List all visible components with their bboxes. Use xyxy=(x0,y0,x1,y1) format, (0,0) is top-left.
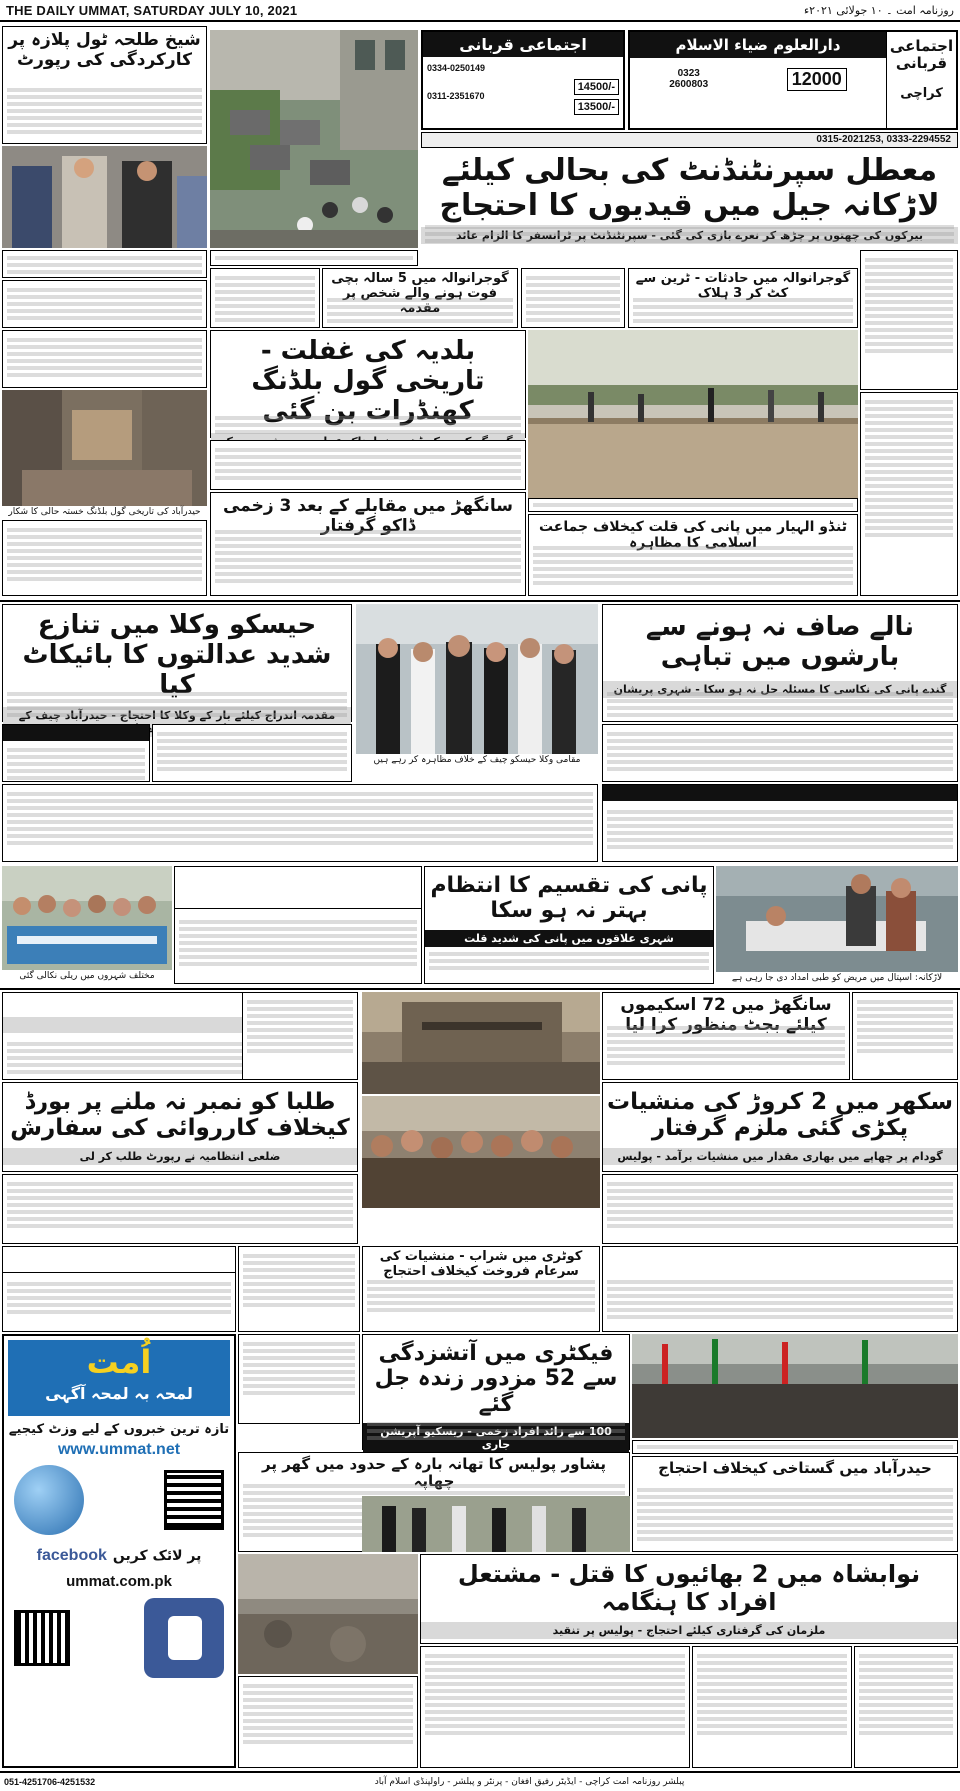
mid-ad-price1: 14500/- xyxy=(574,79,619,95)
ad-phone-strip xyxy=(421,132,958,148)
masthead-date: روزنامہ امت ۔ ۱۰ جولائی ۲۰۲۱ء xyxy=(803,3,954,17)
peshawar-headline: پشاور پولیس کا تھانہ بارہ کے حدود میں گھر پر چھاپہ xyxy=(262,1455,606,1491)
center-brief xyxy=(521,268,625,328)
street-photo xyxy=(210,30,418,248)
row6-right xyxy=(602,1174,958,1244)
masthead xyxy=(0,0,960,22)
masthead-title: THE DAILY UMMAT, SATURDAY JULY 10, 2021 xyxy=(6,2,298,18)
right-ad-price: 12000 xyxy=(787,68,847,91)
row6-left xyxy=(2,1174,358,1244)
tando-story xyxy=(528,514,858,596)
waste-headline xyxy=(175,867,421,909)
qr-code-icon xyxy=(164,1470,224,1530)
factory-story xyxy=(362,1334,630,1450)
scandal-sub: گودام پر چھاپے میں بھاری مقدار میں منشیات برآمد - پولیس xyxy=(603,1148,957,1165)
gol-building-body xyxy=(210,440,526,490)
lead-story xyxy=(421,150,958,250)
canal-story xyxy=(2,1246,236,1332)
row5-divider xyxy=(0,988,960,990)
water-story xyxy=(424,866,714,984)
mid-ad-price2: 13500/- xyxy=(574,99,619,115)
left-brief-3 xyxy=(2,724,150,782)
left-brief xyxy=(2,280,207,328)
footer-imprint: پبلشر روزنامہ امت کراچی - ایڈیٹر رفیق افغان - پرنٹر و پبلشر - راولپنڈی اسلام آباد xyxy=(374,1777,685,1787)
hospital-kicker xyxy=(603,785,957,801)
hyderabad-protest-headline: حیدرآباد میں گستاخی کیخلاف احتجاج xyxy=(658,1459,932,1477)
tando-headline: ٹنڈو الہیار میں پانی کی قلت کیخلاف جماعت اسلامی کا مظاہرہ xyxy=(538,519,848,552)
promo-site[interactable]: ummat.com.pk xyxy=(66,1573,172,1590)
brief-row3b xyxy=(2,784,598,862)
promo-tagline: لمحہ بہ لمحہ آگہی xyxy=(45,1384,193,1403)
footer xyxy=(0,1771,960,1791)
religious-story xyxy=(2,330,207,388)
sukkur-brief xyxy=(210,268,320,328)
right-column-story xyxy=(860,250,958,390)
canal-headline xyxy=(3,1247,235,1273)
sukkur-budget-story xyxy=(602,992,850,1080)
gujranwala-story xyxy=(322,268,518,328)
left-brief-3-kicker xyxy=(3,725,149,741)
mid-ad-phone2: 0311-2351670 xyxy=(427,91,485,102)
sanghar-headline: سانگھڑ میں مقابلے کے بعد 3 زخمی ڈاکو گرفتار xyxy=(222,496,513,536)
promo-url[interactable]: www.ummat.net xyxy=(57,1441,181,1458)
hospital-story xyxy=(602,784,958,862)
mid-ad-heading: اجتماعی قربانی xyxy=(423,32,623,57)
waste-story xyxy=(174,866,422,984)
students-story xyxy=(2,1082,358,1172)
hospital-photo xyxy=(716,866,958,972)
drains-sub: گندے پانی کی نکاسی کا مسئلہ حل نہ ہو سکا - شہری پریشان xyxy=(603,681,957,698)
qurbani-ad-center[interactable] xyxy=(421,30,625,130)
footer-phone: 051-4251706-4251532 xyxy=(4,1777,96,1787)
lead-subheadline: بیرکوں کی چھتوں پر چڑھ کر نعرے بازی کی گئی - سپرنٹنڈنٹ پر ٹرانسفر کا الزام عائد xyxy=(421,227,958,244)
right-ad-heading: اجتماعی قربانی xyxy=(889,37,954,73)
globe-icon xyxy=(14,1465,84,1535)
promo-visit: تازہ ترین خبروں کے لیے وزٹ کیجیے xyxy=(8,1422,230,1437)
scandal-headline: سکھر میں 2 کروڑ کی منشیات پکڑی گئی ملزم گرفتار xyxy=(607,1089,953,1142)
ad-phone-line: 0315-2021253, 0333-2294552 xyxy=(816,134,951,145)
row3-divider xyxy=(0,600,960,602)
nowshera-story xyxy=(602,1246,958,1332)
water-headline: پانی کی تقسیم کا انتظام بہتر نہ ہو سکا xyxy=(430,873,708,924)
rally-photo xyxy=(2,866,172,970)
thumbs-up-icon xyxy=(144,1598,224,1678)
bottom-brief-3 xyxy=(854,1646,958,1768)
bottom-brief-2 xyxy=(692,1646,852,1768)
accident-story xyxy=(628,268,858,328)
promo-brand-block xyxy=(8,1340,230,1416)
center-brief-3 xyxy=(152,724,352,782)
wall-caption-box xyxy=(528,498,858,512)
hyderabad-protest-story xyxy=(632,1456,958,1552)
quetta-story xyxy=(238,1246,360,1332)
gujranwala-headline: گوجرانوالہ میں 5 سالہ بچی فوت ہونے والے شخص پر مقدمہ xyxy=(331,271,509,316)
nowshera-headline xyxy=(603,1247,957,1273)
factory-sub: 100 سے زائد افراد زخمی - ریسکیو آپریشن جاری xyxy=(363,1423,629,1453)
bottom-brief-1 xyxy=(420,1646,690,1768)
crowd-photo xyxy=(362,1096,600,1208)
officials-caption-box xyxy=(2,250,207,278)
protest-photo xyxy=(632,1334,958,1438)
ummat-promo[interactable] xyxy=(2,1334,236,1768)
right-ad-phone1: 0323 xyxy=(677,68,700,79)
nawabshah-sub: ملزمان کی گرفتاری کیلئے احتجاج - پولیس پر تنقید xyxy=(421,1622,957,1639)
right-brief-3 xyxy=(602,724,958,782)
rooftop-photo xyxy=(362,992,600,1094)
karachi-brief xyxy=(238,1334,360,1424)
bottom-brief-4 xyxy=(238,1676,418,1768)
students-headline: طلبا کو نمبر نہ ملنے پر بورڈ کیخلاف کارروائی کی سفارش xyxy=(10,1089,350,1142)
drains-story xyxy=(602,604,958,722)
nawabshah-headline: نوابشاہ میں 2 بھائیوں کا قتل - مشتعل افراد کا ہنگامہ xyxy=(457,1560,921,1616)
lead-headline: معطل سپرنٹنڈنٹ کی بحالی کیلئے لاڑکانہ جیل میں قیدیوں کا احتجاج xyxy=(439,153,940,223)
qurbani-ad-right[interactable] xyxy=(628,30,958,130)
scandal-story xyxy=(602,1082,958,1172)
drains-headline: نالے صاف نہ ہونے سے بارشوں میں تباہی xyxy=(645,612,915,672)
accident-headline: گوجرانوالہ میں حادثات - ٹرین سے کٹ کر 3 ہلاک xyxy=(635,271,851,301)
promo-fb-label[interactable]: facebook xyxy=(36,1547,107,1564)
small-brief-5 xyxy=(242,992,358,1080)
top-left-headline: شیخ طلحہ ٹول پلازہ پر کارکردگی کی رپورٹ xyxy=(8,30,201,70)
kotri-headline: کوٹری میں شراب - منشیات کی سرعام فروخت کیخلاف احتجاج xyxy=(379,1249,583,1279)
kotri-story xyxy=(362,1246,600,1332)
rally-caption: مختلف شہروں میں ریلی نکالی گئی xyxy=(19,971,155,981)
qr-code-icon-2 xyxy=(14,1610,70,1666)
officials-photo xyxy=(2,146,207,248)
students-sub: ضلعی انتظامیہ نے رپورٹ طلب کر لی xyxy=(3,1148,357,1165)
police-photo xyxy=(362,1496,630,1552)
right-brief-5 xyxy=(852,992,958,1080)
sanghar-story xyxy=(210,492,526,596)
nawabshah-story xyxy=(420,1554,958,1644)
gol-building-photo xyxy=(2,390,207,506)
promo-brand: اُمت xyxy=(86,1343,152,1381)
right-brief-2 xyxy=(860,392,958,596)
right-ad-institute: دارالعلوم ضیاء الاسلام xyxy=(630,32,886,58)
wall-photo xyxy=(528,330,858,498)
sukkur-budget-headline: سانگھڑ میں 72 اسکیموں کیلئے بجٹ منظور کرا لیا xyxy=(620,995,832,1035)
hesco-story xyxy=(2,604,352,722)
protest-caption-box xyxy=(632,1440,958,1454)
gol-building-headline: بلدیہ کی غفلت - تاریخی گول بلڈنگ کھنڈرات بن گئی xyxy=(251,336,485,426)
hesco-headline: حیسکو وکلا میں تنازع شدید عدالتوں کا بائیکاٹ کیا xyxy=(22,610,332,700)
gol-building-caption: حیدرآباد کی تاریخی گول بلڈنگ خستہ حالی کا شکار xyxy=(8,507,201,517)
hospital-caption: لاڑکانہ: اسپتال میں مریض کو طبی امداد دی جا رہی ہے xyxy=(731,973,943,983)
street-caption-box xyxy=(210,250,418,266)
right-ad-phone2: 2600803 xyxy=(669,79,709,90)
right-ad-city: کراچی xyxy=(900,85,943,101)
garbage-photo xyxy=(238,1554,418,1674)
factory-headline: فیکٹری میں آتشزدگی سے 52 مزدور زندہ جل گئے xyxy=(374,1341,618,1417)
water-sub: شہری علاقوں میں پانی کی شدید قلت xyxy=(425,930,713,947)
hesco-sub: مقدمہ اندراج کیلئے بار کے وکلا کا احتجاج - حیدرآباد چیف کے xyxy=(3,707,351,737)
promo-fb-cta: پر لائک کریں xyxy=(112,1548,202,1564)
lawyers-caption: مقامی وکلا حیسکو چیف کے خلاف مظاہرہ کر رہے ہیں xyxy=(373,755,581,765)
gol-building-story xyxy=(210,330,526,438)
mid-ad-phone1: 0334-0250149 xyxy=(427,63,486,73)
lawyers-photo xyxy=(356,604,598,754)
left-brief-2 xyxy=(2,520,207,596)
top-left-story xyxy=(2,26,207,144)
